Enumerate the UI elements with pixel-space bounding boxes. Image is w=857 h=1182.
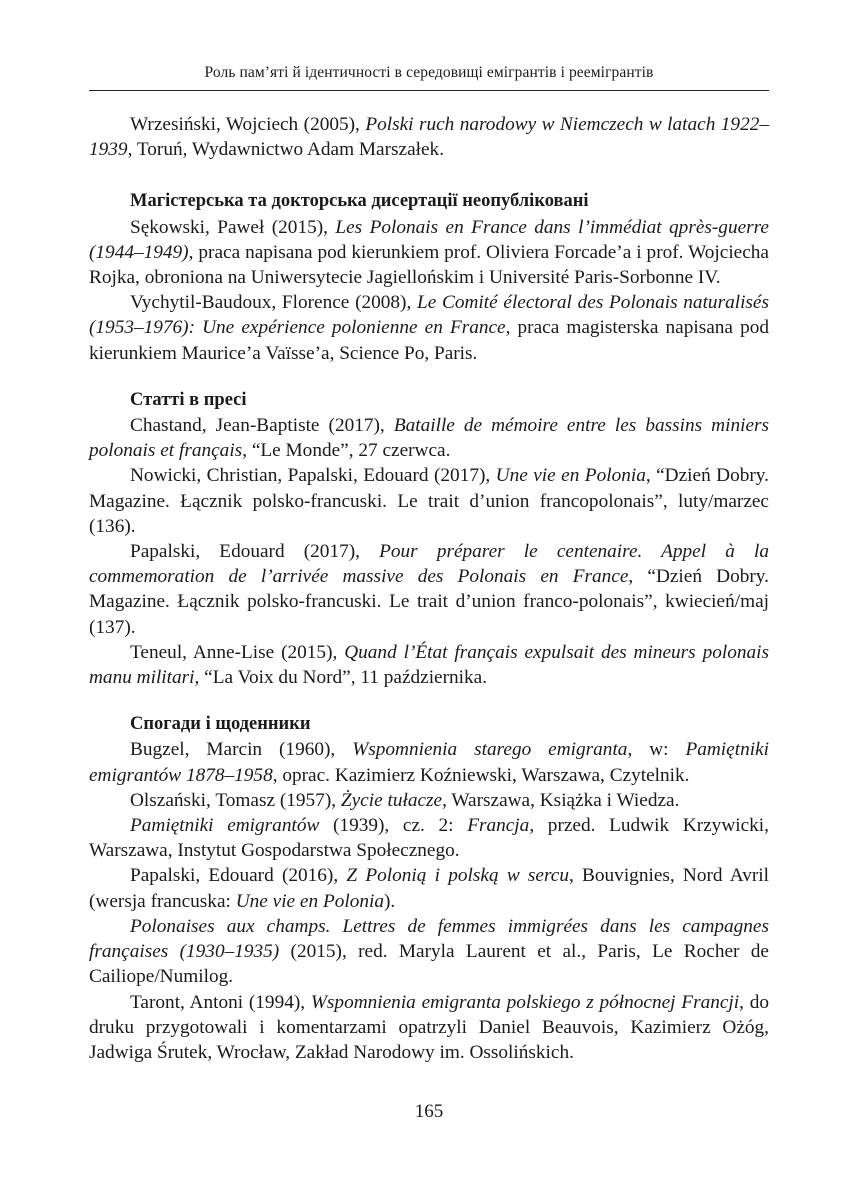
entry-text: , do druku przygotowali i komentarzami opatrzyli Daniel Beauvois, Kazimierz Ożóg, Jadwiga Śrutek, Wrocław, Zakład Narodowy im. Ossolińskich. <box>89 991 769 1063</box>
entry-text: , Toruń, Wydawnictwo Adam Marszałek. <box>127 139 445 161</box>
entry-title-italic: Bataille de mémoire entre les bassins miniers polonais et français <box>89 415 770 462</box>
entry-text: Papalski, Edouard (2017), <box>130 541 380 563</box>
bibliography-entry <box>89 788 769 813</box>
bibliography-entry <box>89 413 769 463</box>
entry-text: Vychytil-Baudoux, Florence (2008), <box>130 292 417 314</box>
entry-text: Wrzesiński, Wojciech (2005), <box>130 114 366 135</box>
bibliography-entry <box>89 990 769 1066</box>
entry-title-italic: Le Comité électoral des Polonais naturalisés (1953–1976): Une expérience polonienne en France <box>89 292 769 339</box>
entry-text: ). <box>384 890 396 912</box>
entry-title-italic: Wspomnienia emigranta polskiego z północnej Francji <box>310 991 740 1013</box>
entry-title-italic: Les Polonais en France dans l’immédiat qprès-guerre (1944–1949) <box>89 216 769 263</box>
bibliography-entry <box>89 914 769 990</box>
bibliography-body <box>89 112 769 1065</box>
section-heading: Статті в пресі <box>130 389 247 410</box>
entry-title-italic: Polski ruch narodowy w Niemczech w latach 1922–1939 <box>89 114 769 161</box>
entry-text: , “La Voix du Nord”, 11 października. <box>194 667 488 689</box>
entry-title-italic: Z Polonią i polską w sercu <box>346 865 569 887</box>
entry-title-italic: Pamiętniki emigrantów <box>130 815 320 837</box>
entry-text: Olszański, Tomasz (1957), <box>130 789 341 811</box>
header-rule <box>89 90 769 91</box>
entry-text: (2015), red. Maryla Laurent et al., Paris, Le Rocher de Cailiope/Numilog. <box>89 941 769 988</box>
entry-title-italic: Życie tułacze <box>340 789 443 811</box>
entry-title-italic: Pamiętniki emigrantów 1878–1958 <box>89 739 769 786</box>
entry-text: , Warszawa, Książka i Wiedza. <box>442 789 680 811</box>
entry-text: , przed. Ludwik Krzywicki, Warszawa, Instytut Gospodarstwa Społecznego. <box>89 815 769 862</box>
bibliography-entry <box>89 640 769 690</box>
bibliography-entry <box>89 863 769 913</box>
running-header: Роль пам’яті й ідентичності в середовищі емігрантів і реемігрантів <box>204 64 654 81</box>
entry-text: , “Dzień Dobry. Magazine. Łącznik polsko-francuski. Le trait d’union francopolonais”, luty/marzec (136). <box>89 465 769 537</box>
entry-text: Sękowski, Paweł (2015), <box>130 216 336 238</box>
entry-text: (1939), cz. 2: <box>319 815 468 837</box>
entry-text: , praca napisana pod kierunkiem prof. Oliviera Forcade’a i prof. Wojciecha Rojka, obroniona na Uniwersytecie Jagiellońskim i Université Paris-Sorbonne IV. <box>89 241 769 289</box>
entry-title-italic: Polonaises aux champs. Lettres de femmes immigrées dans les campagnes françaises (1930–1935) <box>89 915 769 963</box>
bibliography-entry <box>89 813 769 863</box>
bibliography-entry <box>89 539 769 640</box>
bibliography-entry <box>89 215 769 291</box>
entry-title-italic: Pour préparer le centenaire. Appel à la commemoration de l’arrivée massive des Polonais en France <box>89 541 769 588</box>
section-heading: Спогади і щоденники <box>130 714 311 735</box>
bibliography-entry <box>89 463 769 539</box>
entry-title-italic: Une vie en Polonia <box>235 890 384 912</box>
entry-text: Papalski, Edouard (2016), <box>130 865 347 887</box>
entry-text: Teneul, Anne-Lise (2015), <box>130 641 345 663</box>
entry-text: Bugzel, Marcin (1960), <box>130 739 353 761</box>
entry-text: Taront, Antoni (1994), <box>130 991 311 1013</box>
entry-title-italic: Francja <box>467 815 530 837</box>
entry-text: , “Dzień Dobry. Magazine. Łącznik polsko-francuski. Le trait d’union franco-polonais”, kwiecień/maj (137). <box>89 566 769 638</box>
bibliography-entry <box>89 737 769 787</box>
bibliography-entry <box>89 290 769 366</box>
entry-text: , Bouvignies, Nord Avril (wersja francuska: <box>89 865 769 912</box>
entry-text: Chastand, Jean-Baptiste (2017), <box>130 415 394 437</box>
entry-text: , oprac. Kazimierz Koźniewski, Warszawa, Czytelnik. <box>272 764 690 786</box>
entry-title-italic: Wspomnienia starego emigranta <box>352 739 628 761</box>
page-number: 165 <box>414 1101 444 1122</box>
bibliography-entry <box>89 112 769 162</box>
entry-text: Nowicki, Christian, Papalski, Edouard (2017), <box>130 465 496 487</box>
entry-text: , w: <box>627 739 686 761</box>
entry-text: , praca magisterska napisana pod kierunkiem Maurice’a Vaïsse’a, Science Po, Paris. <box>89 317 769 364</box>
entry-text: , “Le Monde”, 27 czerwca. <box>242 440 451 462</box>
entry-title-italic: Une vie en Polonia <box>495 465 646 487</box>
entry-title-italic: Quand l’État français expulsait des mineurs polonais manu militari <box>89 641 769 689</box>
section-heading: Магістерська та докторська дисертації неопубліковані <box>130 191 589 212</box>
